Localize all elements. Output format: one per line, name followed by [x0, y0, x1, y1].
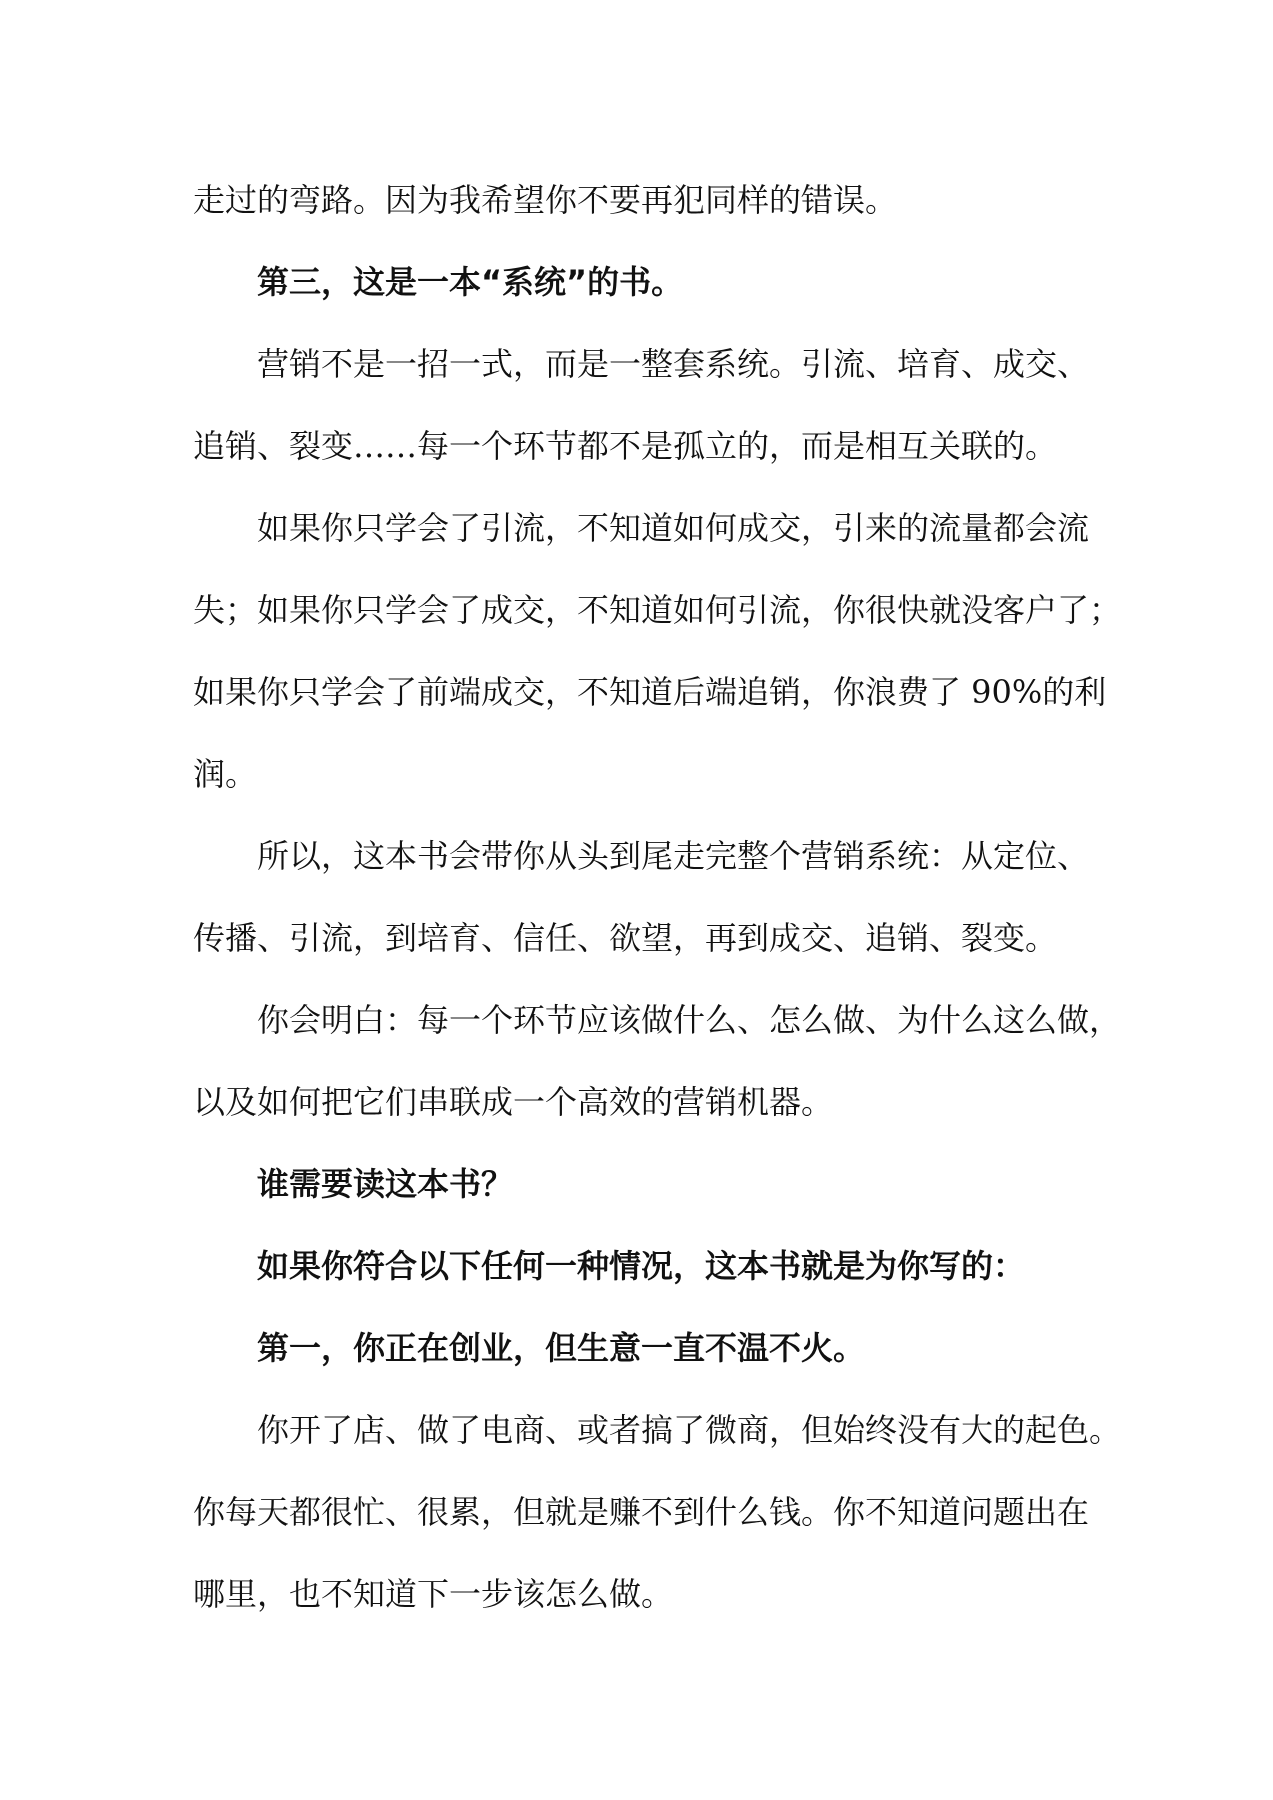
paragraph-line-4: 追销、裂变……每一个环节都不是孤立的，而是相互关联的。 — [193, 427, 1058, 465]
paragraph-line-16: 你开了店、做了电商、或者搞了微商，但始终没有大的起色。 — [257, 1411, 1122, 1449]
paragraph-line-10: 传播、引流，到培育、信任、欲望，再到成交、追销、裂变。 — [193, 919, 1058, 957]
paragraph-line-8: 润。 — [193, 755, 258, 793]
paragraph-line-1: 走过的弯路。因为我希望你不要再犯同样的错误。 — [193, 181, 898, 219]
paragraph-line-5: 如果你只学会了引流，不知道如何成交，引来的流量都会流 — [257, 509, 1090, 547]
section-heading-if-you-match: 如果你符合以下任何一种情况，这本书就是为你写的： — [257, 1247, 1026, 1285]
section-heading-first: 第一，你正在创业，但生意一直不温不火。 — [257, 1329, 866, 1367]
paragraph-line-9: 所以，这本书会带你从头到尾走完整个营销系统：从定位、 — [257, 837, 1090, 875]
paragraph-line-3: 营销不是一招一式，而是一整套系统。引流、培育、成交、 — [257, 345, 1090, 383]
paragraph-line-7: 如果你只学会了前端成交，不知道后端追销，你浪费了 90%的利 — [193, 673, 1107, 711]
paragraph-line-6: 失；如果你只学会了成交，不知道如何引流，你很快就没客户了； — [193, 591, 1122, 629]
section-heading-third: 第三，这是一本“系统”的书。 — [257, 263, 684, 301]
paragraph-line-17: 你每天都很忙、很累，但就是赚不到什么钱。你不知道问题出在 — [193, 1493, 1090, 1531]
section-heading-who-should-read: 谁需要读这本书？ — [257, 1165, 514, 1203]
paragraph-line-11: 你会明白：每一个环节应该做什么、怎么做、为什么这么做， — [257, 1001, 1122, 1039]
paragraph-line-18: 哪里，也不知道下一步该怎么做。 — [193, 1575, 674, 1613]
paragraph-line-12: 以及如何把它们串联成一个高效的营销机器。 — [193, 1083, 834, 1121]
